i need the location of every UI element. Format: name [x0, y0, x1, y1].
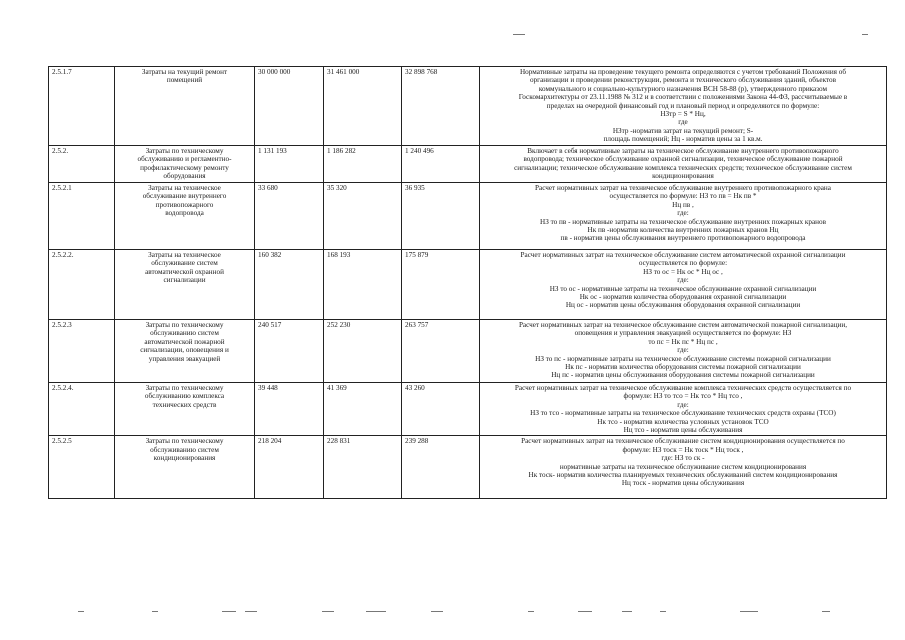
item-name-line: Затраты по техническому: [145, 321, 224, 329]
description-line: пв - норматив цены обслуживания внутреннего противопожарного водопровода: [560, 234, 806, 243]
item-name: [115, 67, 255, 146]
description-line: Нц ос - норматив цены обслуживания оборудования охранной сигнализации: [565, 301, 801, 310]
item-name-line: оборудования: [163, 172, 206, 181]
scan-mark: [660, 611, 666, 612]
item-name-line: Затраты на техническое: [148, 184, 221, 192]
scan-mark: [622, 611, 632, 612]
description-line: осуществляется по формуле:: [638, 259, 728, 268]
description-line: Нормативные затраты на проведение текущего ремонта определяются с учетом требований Положения об: [519, 68, 847, 76]
item-number: 2.5.2.: [49, 146, 115, 183]
calculation-description: [480, 183, 887, 250]
description-line: НЗ то пв - нормативные затраты на техническое обслуживание внутренних пожарных кранов: [540, 217, 826, 226]
item-name: [115, 183, 255, 250]
item-name-line: Затраты на текущий ремонт: [141, 68, 228, 76]
description-line: Расчет нормативных затрат на техническое обслуживание систем кондиционирования осуществляется по: [521, 437, 845, 446]
description-line: НЗ то ос = Нк ос * Нц ос ,: [643, 267, 723, 276]
table-row: [49, 436, 887, 499]
calculation-description: [480, 67, 887, 146]
item-name: [115, 146, 255, 183]
item-name-line: Затраты на техническое: [148, 251, 221, 259]
item-number: 2.5.1.7: [49, 67, 115, 146]
amount-year-2: 228 831: [324, 436, 402, 499]
item-name-line: сигнализации, оповещения и: [140, 346, 229, 355]
item-name-line: обслуживанию систем: [150, 445, 219, 454]
table-row: [49, 183, 887, 250]
item-name-line: сигнализации: [163, 276, 206, 285]
description-line: Нц пв ,: [672, 200, 694, 209]
description-line: где: [678, 118, 688, 127]
amount-year-2: 31 461 000: [324, 67, 402, 146]
scan-mark: [245, 611, 257, 612]
scan-mark: [740, 611, 758, 612]
scan-mark: [578, 611, 592, 612]
description-line: Нк пв -норматив количества внутренних пожарных кранов Нц: [587, 226, 779, 235]
calculation-description: [480, 383, 887, 436]
description-line: НЗ то ос - нормативные затраты на техническое обслуживание охранной сигнализации: [549, 284, 817, 293]
amount-year-1: 1 131 193: [255, 146, 324, 183]
item-name: [115, 436, 255, 499]
scan-mark: [513, 34, 525, 35]
description-line: осуществляется по формуле: НЗ то пв = Нк пв *: [609, 192, 757, 201]
scan-mark: [222, 611, 236, 612]
description-line: Расчет нормативных затрат на техническое обслуживание внутреннего противопожарного крана: [535, 184, 831, 192]
item-name-line: обслуживанию комплекса: [144, 392, 225, 401]
item-name: [115, 320, 255, 383]
description-line: Расчет нормативных затрат на техническое обслуживание систем автоматической пожарной сигнализации,: [518, 321, 848, 329]
amount-year-3: 36 935: [402, 183, 480, 250]
description-line: площадь помещений; Нц - норматив цены за 1 кв.м.: [603, 135, 763, 144]
description-line: НЗ то пс - нормативные затраты на техническое обслуживание системы пожарной сигнализации: [535, 354, 831, 363]
description-line: Расчет нормативных затрат на техническое обслуживание систем автоматической охранной сигнализации: [520, 251, 846, 259]
item-name: [115, 250, 255, 320]
description-line: Нц тсо - норматив цены обслуживания: [623, 426, 743, 435]
description-line: где:: [677, 346, 689, 355]
item-name-line: профилактическому ремонту: [140, 163, 229, 172]
scan-mark: [431, 611, 443, 612]
description-line: водопровода; техническое обслуживание охранной сигнализации, техническое обслуживание пожарной: [523, 155, 843, 164]
description-line: то пс = Нк пс * Нц пс ,: [648, 337, 718, 346]
description-line: Включает в себя нормативные затраты на техническое обслуживание внутреннего противопожарного: [527, 147, 839, 155]
amount-year-2: 1 186 282: [324, 146, 402, 183]
item-name-line: обслуживание систем: [151, 259, 218, 268]
item-name-line: автоматической пожарной: [144, 337, 225, 346]
amount-year-3: 43 260: [402, 383, 480, 436]
item-number: 2.5.2.1: [49, 183, 115, 250]
item-name-line: помещений: [166, 76, 203, 85]
description-line: Нк тоск- норматив количества планируемых технических обслуживаний систем кондиционирования: [528, 471, 838, 480]
item-name-line: кондиционирования: [153, 454, 216, 463]
description-line: Нк тсо - норматив количества условных установок ТСО: [597, 417, 769, 426]
calculation-description: [480, 436, 887, 499]
item-name-line: технических средств: [152, 400, 217, 409]
amount-year-2: 168 193: [324, 250, 402, 320]
scan-mark: [152, 611, 158, 612]
description-line: где:: [677, 400, 689, 409]
item-name-line: обслуживание внутреннего: [142, 192, 227, 201]
description-line: где:: [677, 209, 689, 218]
description-line: Нц пс - норматив цены обслуживания оборудования системы пожарной сигнализации: [551, 371, 815, 380]
description-line: НЗтр = S * Нц,: [660, 110, 706, 119]
amount-year-1: 218 204: [255, 436, 324, 499]
amount-year-1: 33 680: [255, 183, 324, 250]
calculation-description: [480, 146, 887, 183]
amount-year-1: 30 000 000: [255, 67, 324, 146]
table-row: [49, 320, 887, 383]
scan-mark: [366, 611, 386, 612]
description-line: нормативные затраты на техническое обслуживание систем кондиционирования: [559, 462, 807, 471]
amount-year-3: 1 240 496: [402, 146, 480, 183]
scan-mark: [862, 34, 868, 35]
item-name-line: Затраты по техническому: [145, 437, 224, 446]
item-name-line: Затраты по техническому: [145, 384, 224, 392]
amount-year-3: 239 288: [402, 436, 480, 499]
amount-year-3: 32 898 768: [402, 67, 480, 146]
description-line: НЗтр -норматив затрат на текущий ремонт; S-: [612, 126, 754, 135]
calculation-description: [480, 320, 887, 383]
description-line: пределах на очередной финансовый год и плановый период и определяются по формуле:: [546, 101, 820, 110]
item-name-line: Затраты по техническому: [145, 147, 224, 155]
amount-year-1: 160 382: [255, 250, 324, 320]
description-line: оповещения и управления эвакуацией осуществляется по формуле: НЗ: [574, 329, 792, 338]
item-name-line: водопровода: [165, 209, 204, 218]
amount-year-3: 263 757: [402, 320, 480, 383]
table-row: [49, 67, 887, 146]
amount-year-2: 35 320: [324, 183, 402, 250]
description-line: коммунального и социально-культурного назначения ВСН 58-88 (р), утвержденного приказом: [538, 84, 828, 93]
item-name-line: автоматической охранной: [145, 267, 224, 276]
description-line: организации и проведении реконструкции, ремонта и технического обслуживания зданий, объектов: [529, 76, 837, 85]
description-line: Нк пс - норматив количества оборудования системы пожарной сигнализации: [565, 363, 801, 372]
item-name: [115, 383, 255, 436]
description-line: НЗ то тсо - нормативные затраты на техническое обслуживание технических средств охраны (ТСО): [530, 409, 836, 418]
amount-year-1: 240 517: [255, 320, 324, 383]
amount-year-2: 41 369: [324, 383, 402, 436]
table-row: [49, 383, 887, 436]
description-line: формуле: НЗ тоск = Нк тоск * Нц тоск ,: [622, 445, 744, 454]
description-line: Расчет нормативных затрат на техническое обслуживание комплекса технических средств осуществляется по: [514, 384, 852, 392]
item-number: 2.5.2.2.: [49, 250, 115, 320]
item-number: 2.5.2.4.: [49, 383, 115, 436]
item-name-line: обслуживанию и регламентно-: [137, 155, 232, 164]
item-name-line: управления эвакуацией: [148, 354, 221, 363]
scan-mark: [528, 611, 534, 612]
amount-year-2: 252 230: [324, 320, 402, 383]
scan-mark: [322, 611, 334, 612]
item-name-line: обслуживанию систем: [150, 329, 219, 338]
description-line: Нц тоск - норматив цены обслуживания: [621, 479, 745, 488]
description-line: где:: [677, 276, 689, 285]
description-line: где: НЗ то ск -: [661, 454, 705, 463]
cost-norms-table: [48, 66, 887, 499]
description-line: сигнализации; техническое обслуживание комплекса технических средств; техническое обслуживание систем: [514, 163, 852, 172]
description-line: Госкомархитектуры от 23.11.1988 № 312 и в соответствии с положениями Закона 44-ФЗ, рассчитываемые в: [518, 93, 848, 102]
item-name-line: противопожарного: [155, 200, 214, 209]
item-number: 2.5.2.3: [49, 320, 115, 383]
table-row: [49, 146, 887, 183]
calculation-description: [480, 250, 887, 320]
scan-mark: [78, 611, 84, 612]
description-line: Нк ос - норматив количества оборудования охранной сигнализации: [579, 293, 787, 302]
table-row: [49, 250, 887, 320]
item-number: 2.5.2.5: [49, 436, 115, 499]
amount-year-3: 175 879: [402, 250, 480, 320]
description-line: формуле: НЗ то тсо = Нк тсо * Нц тсо ,: [623, 392, 743, 401]
description-line: кондиционирования: [652, 172, 714, 181]
scan-mark: [822, 611, 830, 612]
amount-year-1: 39 448: [255, 383, 324, 436]
